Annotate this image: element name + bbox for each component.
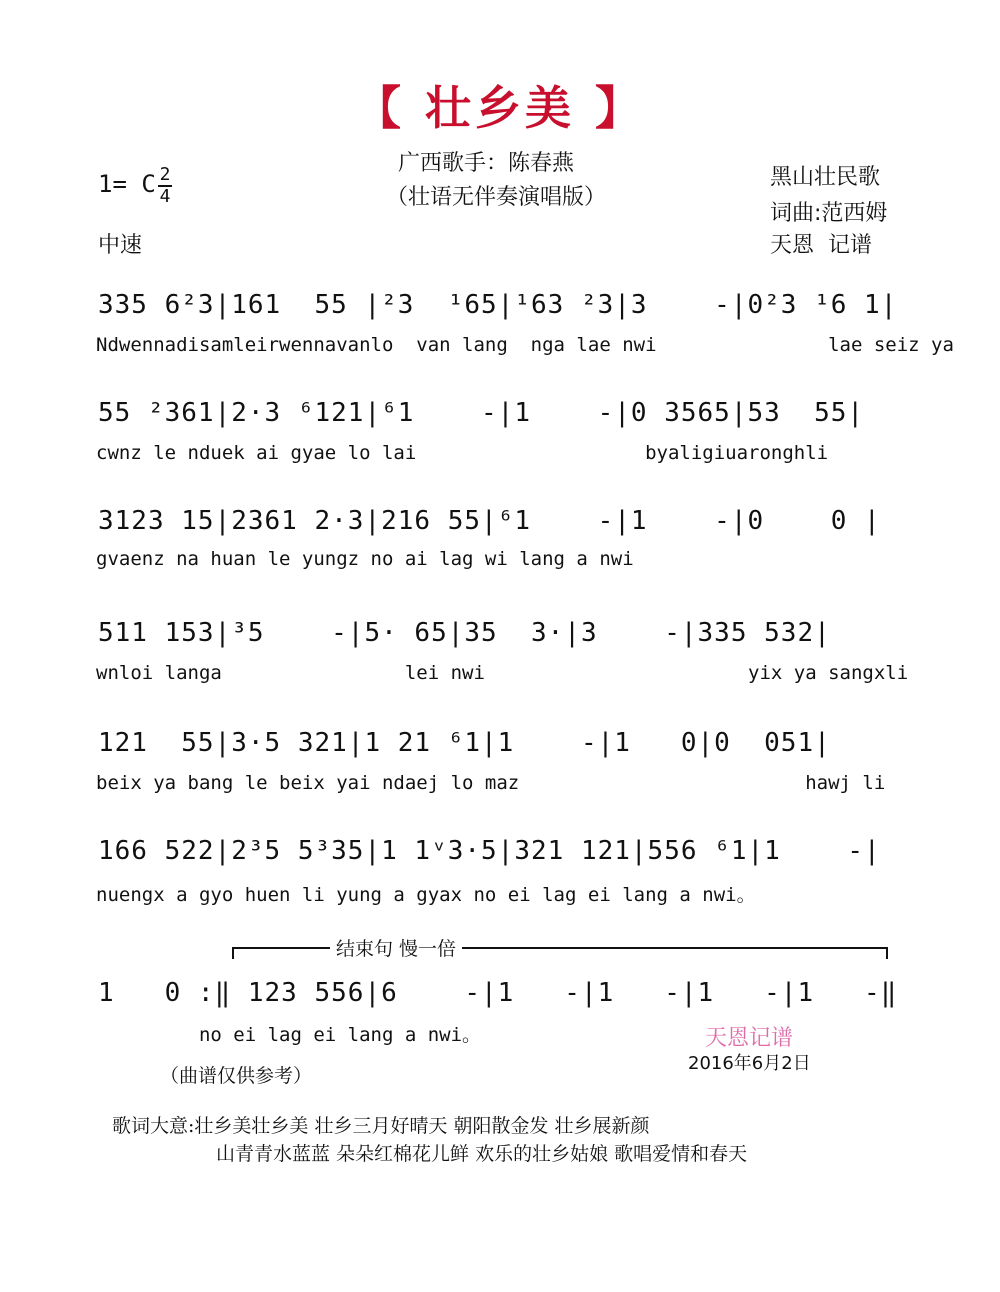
tempo-marking: 中速	[98, 233, 143, 258]
singer-credit: 广西歌手：陈春燕	[398, 151, 575, 176]
score-line-1-lyrics: Ndwennadisamleirwennavanlo van lang nga lae nwi lae seiz ya	[96, 334, 954, 356]
lyrics-meaning-line-1: 歌词大意:壮乡美壮乡美 壮乡三月好晴天 朝阳散金发 壮乡展新颜	[112, 1115, 650, 1137]
time-signature-top: 2	[159, 164, 171, 185]
time-signature-bottom: 4	[159, 186, 171, 207]
score-line-3-notes: 3123 15|2361 2·3|216 55|⁶1 -|1 -|0 0 |	[98, 506, 881, 536]
song-title: 【 壮乡美 】	[354, 81, 646, 135]
score-line-5-notes: 121 55|3·5 321|1 21 ⁶1|1 -|1 0|0 051|	[98, 728, 831, 758]
time-signature	[158, 166, 172, 206]
score-line-3-lyrics: gvaenz na huan le yungz no ai lag wi lang a nwi	[96, 548, 634, 570]
transcriber-stamp: 天恩记谱	[705, 1026, 794, 1051]
lyrics-meaning-line-2: 山青青水蓝蓝 朵朵红棉花儿鲜 欢乐的壮乡姑娘 歌唱爱情和春天	[216, 1143, 748, 1165]
score-line-1-notes: 335 6²3|161 55 |²3 ¹65|¹63 ²3|3 -|0²3 ¹6 1|	[98, 290, 898, 320]
transcriber-label: 天恩 记谱	[770, 233, 872, 258]
score-line-5-lyrics: beix ya bang le beix yai ndaej lo maz hawj li	[96, 772, 886, 794]
score-line-7-lyrics: no ei lag ei lang a nwi。	[96, 1024, 482, 1046]
credits-label: 词曲:范西姆	[770, 201, 888, 226]
score-line-4-notes: 511 153|³5 -|5· 65|35 3·|3 -|335 532|	[98, 618, 831, 648]
ending-label: 结束句 慢一倍	[330, 934, 462, 961]
score-line-2-notes: 55 ²361|2·3 ⁶121|⁶1 -|1 -|0 3565|53 55|	[98, 398, 865, 428]
score-line-2-lyrics: cwnz le nduek ai gyae lo lai byaligiuaronghli	[96, 442, 829, 464]
source-label: 黑山壮民歌	[770, 165, 881, 190]
score-line-6-notes: 166 522|2³5 5³35|1 1ᵛ3·5|321 121|556 ⁶1|1 -|	[98, 836, 881, 866]
score-line-6-lyrics: nuengx a gyo huen li yung a gyax no ei lag ei lang a nwi。	[96, 884, 756, 906]
reference-note: （曲谱仅供参考）	[160, 1065, 313, 1087]
version-note: （壮语无伴奏演唱版）	[386, 185, 607, 210]
key-signature: 1= C	[98, 170, 156, 198]
date-label: 2016年6月2日	[688, 1053, 811, 1074]
score-line-7-notes: 1 0 :‖ 123 556|6 -|1 -|1 -|1 -|1 -‖	[98, 978, 898, 1008]
score-line-4-lyrics: wnloi langa lei nwi yix ya sangxli	[96, 662, 909, 684]
